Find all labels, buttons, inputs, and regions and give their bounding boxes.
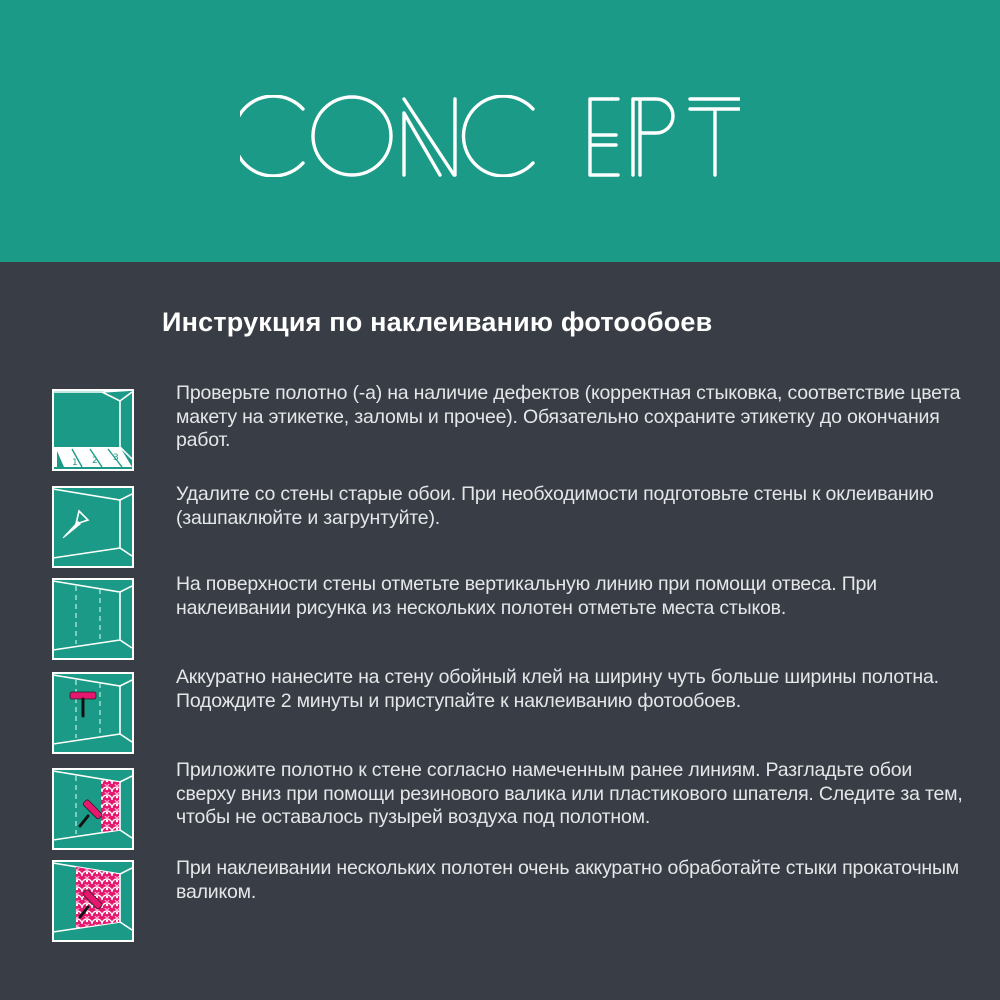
- step-3-text: На поверхности стены отметьте вертикальную линию при помощи отвеса. При наклеивании рисунка из нескольких полотен отметьте места стыков.: [176, 573, 877, 619]
- glue-roller-icon: [52, 672, 134, 754]
- apply-wallpaper-icon: [52, 768, 134, 850]
- room-check-icon: [52, 389, 134, 471]
- concept-logo: [240, 95, 740, 177]
- svg-text:1: 1: [72, 458, 78, 468]
- instructions-section: [0, 262, 1000, 1000]
- step-1-text: Проверьте полотно (-а) на наличие дефектов (корректная стыковка, соответствие цвета макету на этикетке, заломы и прочее). Обязательно сохраните этикетку до окончания работ.: [176, 382, 961, 451]
- plumb-lines-icon: [52, 578, 134, 660]
- step-2-text: Удалите со стены старые обои. При необходимости подготовьте стены к оклеиванию (зашпаклюйте и загрунтуйте).: [176, 483, 934, 529]
- scraper-wall-icon: [52, 486, 134, 568]
- step-6-text: При наклеивании нескольких полотен очень аккуратно обработайте стыки прокаточным валиком.: [176, 857, 960, 903]
- page-title: Инструкция по наклеиванию фотообоев: [162, 307, 713, 337]
- step-5-text: Приложите полотно к стене согласно намеченным ранее линиям. Разгладьте обои сверху вниз при помощи резинового валика или пластикового шпателя. Следите за тем, чтобы не оставалось пузырей воздуха под полотном.: [176, 759, 963, 828]
- step-4-text: Аккуратно нанесите на стену обойный клей на ширину чуть больше ширины полотна. Подождите 2 минуты и приступайте к наклеиванию фотообоев.: [176, 666, 939, 712]
- brand-header: [0, 0, 1000, 262]
- seam-roller-icon: [52, 860, 134, 942]
- svg-text:3: 3: [113, 453, 119, 463]
- svg-text:2: 2: [92, 456, 98, 466]
